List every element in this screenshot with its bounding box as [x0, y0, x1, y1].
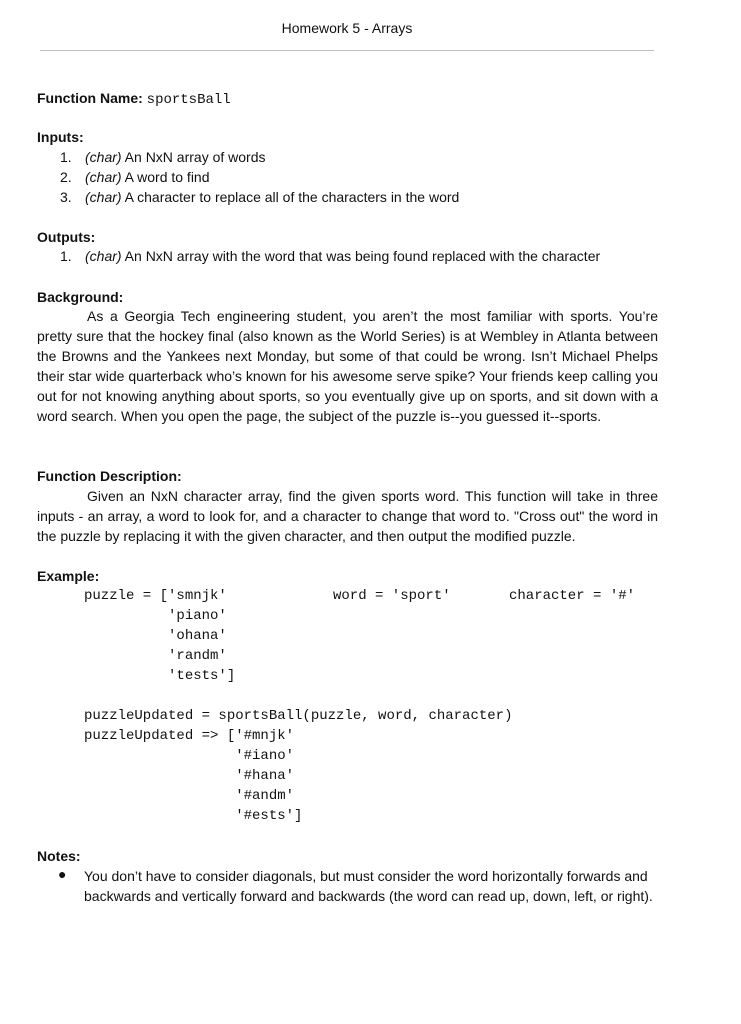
notes-heading: Notes: — [37, 848, 81, 864]
description-heading: Function Description: — [37, 468, 182, 484]
input-item: 1. (char) An NxN array of words — [60, 149, 266, 165]
background-paragraph: As a Georgia Tech engineering student, you aren’t the most familiar with sports. You’re pretty sure that the hockey final (also known as the World Series) is at Wembley in Atlanta between the Browns and the Yankees next Monday, but some of that could be wrong. Isn’t Michael Phelps their star wide quarterback who’s known for his awesome serve spike? Your friends keep calling you out for not knowing anything about sports, so you eventually give up on sports, and sit down with a word search. When you open the page, the subject of the puzzle is--you guessed it--sports. — [37, 308, 658, 424]
note-item: You don’t have to consider diagonals, but must consider the word horizontally forwards and backwards and vertically forward and backwards (the word can read up, down, left, or right). — [84, 868, 653, 904]
function-name-value: sportsBall — [146, 92, 231, 108]
input-item: 3. (char) A character to replace all of the characters in the word — [60, 189, 460, 205]
outputs-heading: Outputs: — [37, 229, 96, 245]
inputs-heading: Inputs: — [37, 129, 84, 145]
header-divider — [40, 50, 654, 51]
input-item: 2. (char) A word to find — [60, 169, 210, 185]
example-word-code: word = 'sport' — [333, 588, 451, 604]
description-paragraph: Given an NxN character array, find the given sports word. This function will take in three inputs - an array, a word to look for, and a character to change that word to. "Cross out" the word in the puzzle by replacing it with the given character, and then output the modified puzzle. — [37, 488, 658, 544]
output-item: 1. (char) An NxN array with the word that was being found replaced with the character — [60, 248, 601, 264]
example-character-code: character = '#' — [509, 588, 636, 604]
example-result-code: puzzleUpdated = sportsBall(puzzle, word, character) puzzleUpdated => ['#mnjk' '#iano' '#hana' '#andm' '#ests'] — [84, 708, 513, 824]
example-puzzle-code: puzzle = ['smnjk' 'piano' 'ohana' 'randm' 'tests'] — [84, 588, 236, 684]
page-title: Homework 5 - Arrays — [281, 20, 413, 36]
function-name-label: Function Name: — [37, 90, 143, 106]
bullet-icon: ● — [58, 866, 67, 882]
example-heading: Example: — [37, 568, 100, 584]
background-heading: Background: — [37, 289, 124, 305]
function-name-line — [37, 88, 231, 110]
